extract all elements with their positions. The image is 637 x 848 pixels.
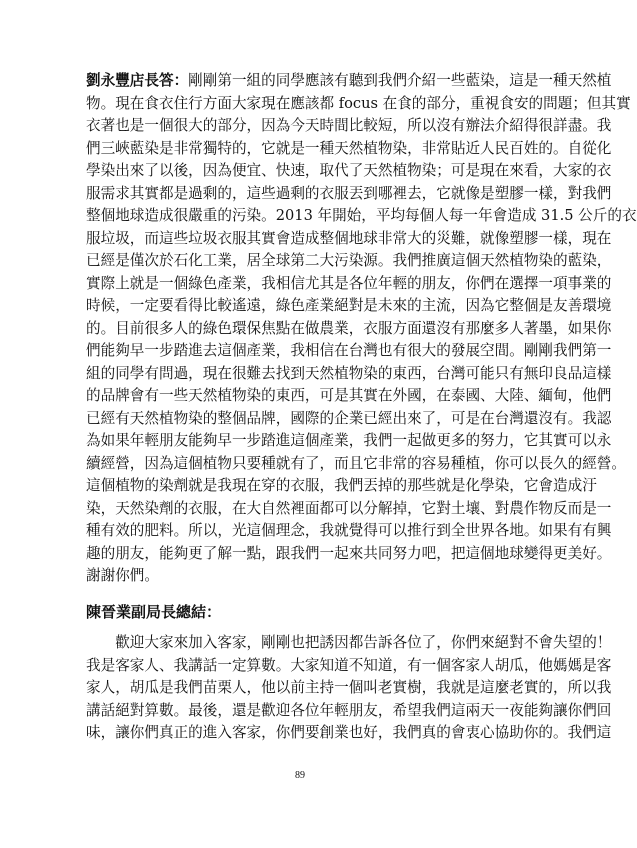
line-text: 們三峽藍染是非常獨特的，它就是一種天然植物染，非常貼近人民百姓的。自從化 [86,139,612,157]
text-line [86,115,612,138]
text-line [86,498,612,521]
line-text: 的品牌會有一些天然植物染的東西，可是其實在外國，在泰國、大陸、緬甸，他們 [86,387,612,404]
text-line [86,677,612,700]
page-number: 89 [295,770,305,781]
line-text: 為如果年輕朋友能夠早一步踏進這個產業，我們一起做更多的努力，它其實可以永 [86,432,612,449]
line-text: 已經有天然植物染的整個品牌，國際的企業已經出來了，可是在台灣還沒有。我認 [86,409,612,427]
line-text: 服垃圾，而這些垃圾衣服其實會造成整個地球非常大的災難，就像塑膠一樣，現在 [86,229,612,247]
line-text: 學染出來了以後，因為便宜、快速，取代了天然植物染；可是現在來看，大家的衣 [86,162,612,179]
line-text: 種有效的肥料。所以，光這個理念，我就覺得可以推行到全世界各地。如果有有興 [86,522,612,539]
line-text: 已經是僅次於石化工業，居全球第二大污染源。我們推廣這個天然植物染的藍染， [86,252,612,269]
text-line [86,722,612,745]
line-text: 我是客家人、我講話一定算數。大家知道不知道，有一個客家人胡瓜，他媽媽是客 [86,656,612,674]
line-text: 這個植物的染劑就是我現在穿的衣服，我們丟掉的那些就是化學染，它會造成汙 [86,477,597,494]
line-text: 時候，一定要看得比較遙遠，綠色產業絕對是未來的主流，因為它整個是友善環境 [86,297,612,314]
text-line [86,408,612,431]
text-line [86,363,612,386]
text-line [86,475,597,498]
line-text: 染，天然染劑的衣服，在大自然裡面都可以分解掉，它對土壤、對農作物反而是一 [86,499,612,517]
text-line [86,205,637,228]
text-line [86,295,612,318]
speaker-label: 劉永豐店長答： [86,72,189,89]
text-line [86,93,631,116]
text-line [86,183,612,206]
answer-section [86,70,637,588]
text-line [86,340,612,363]
line-text: 實際上就是一個綠色產業，我相信尤其是各位年輕的朋友，你們在選擇一項事業的 [86,274,612,292]
line-text: 謝謝你們。 [86,567,159,584]
line-text: 的。目前很多人的綠色環保焦點在做農業，衣服方面還沒有那麼多人著墨，如果你 [86,319,612,337]
text-line [86,430,612,453]
line-text: 組的同學有問過，現在很難去找到天然植物染的東西，台灣可能只有無印良品這樣 [86,364,612,382]
text-line [86,70,612,93]
text-line [86,453,626,476]
line-text: 們能夠早一步踏進去這個產業，我相信在台灣也有很大的發展空間。剛剛我們第一 [86,342,612,359]
text-line [86,138,612,161]
line-text: 講話絕對算數。最後，還是歡迎各位年輕朋友，希望我們這兩天一夜能夠讓你們回 [86,701,612,719]
text-line [86,385,612,408]
line-text: 歡迎大家來加入客家，剛剛也把誘因都告訴各位了，你們來絕對不會失望的！ [86,634,612,651]
text-line [86,318,612,341]
text-line [86,700,612,723]
line-text: 整個地球造成很嚴重的污染。2013 年開始，平均每個人每一年會造成 31.5 公斤的衣 [86,207,637,224]
line-text: 服需求其實都是過剩的，這些過剩的衣服丟到哪裡去，它就像是塑膠一樣，對我們 [86,184,612,202]
text-line [86,250,612,273]
summary-section [86,632,612,745]
line-text: 物。現在食衣住行方面大家現在應該都 focus 在食的部分，重視食安的問題；但其實 [86,94,631,112]
text-line [86,228,612,251]
line-text: 家人，胡瓜是我們苗栗人，他以前主持一個叫老實樹，我就是這麼老實的，所以我 [86,679,612,696]
line-text: 衣著也是一個很大的部分，因為今天時間比較短，所以沒有辦法介紹得很詳盡。我 [86,117,612,134]
line-text: 續經營，因為這個植物只要種就有了，而且它非常的容易種植，你可以長久的經營。 [86,454,626,472]
text-line [86,632,612,655]
line-text: 味，讓你們真正的進入客家，你們要創業也好，我們真的會衷心協助你的。我們這 [86,724,612,741]
text-line [86,543,612,566]
text-line [86,565,516,588]
text-line [86,273,612,296]
line-text: 剛剛第一組的同學應該有聽到我們介紹一些藍染，這是一種天然植 [188,72,612,89]
line-text: 趣的朋友，能夠更了解一點，跟我們一起來共同努力吧，把這個地球變得更美好。 [86,544,612,562]
text-line [86,655,612,678]
text-line [86,160,612,183]
text-line [86,520,612,543]
section-heading: 陳晉業副局長總結： [86,603,222,621]
